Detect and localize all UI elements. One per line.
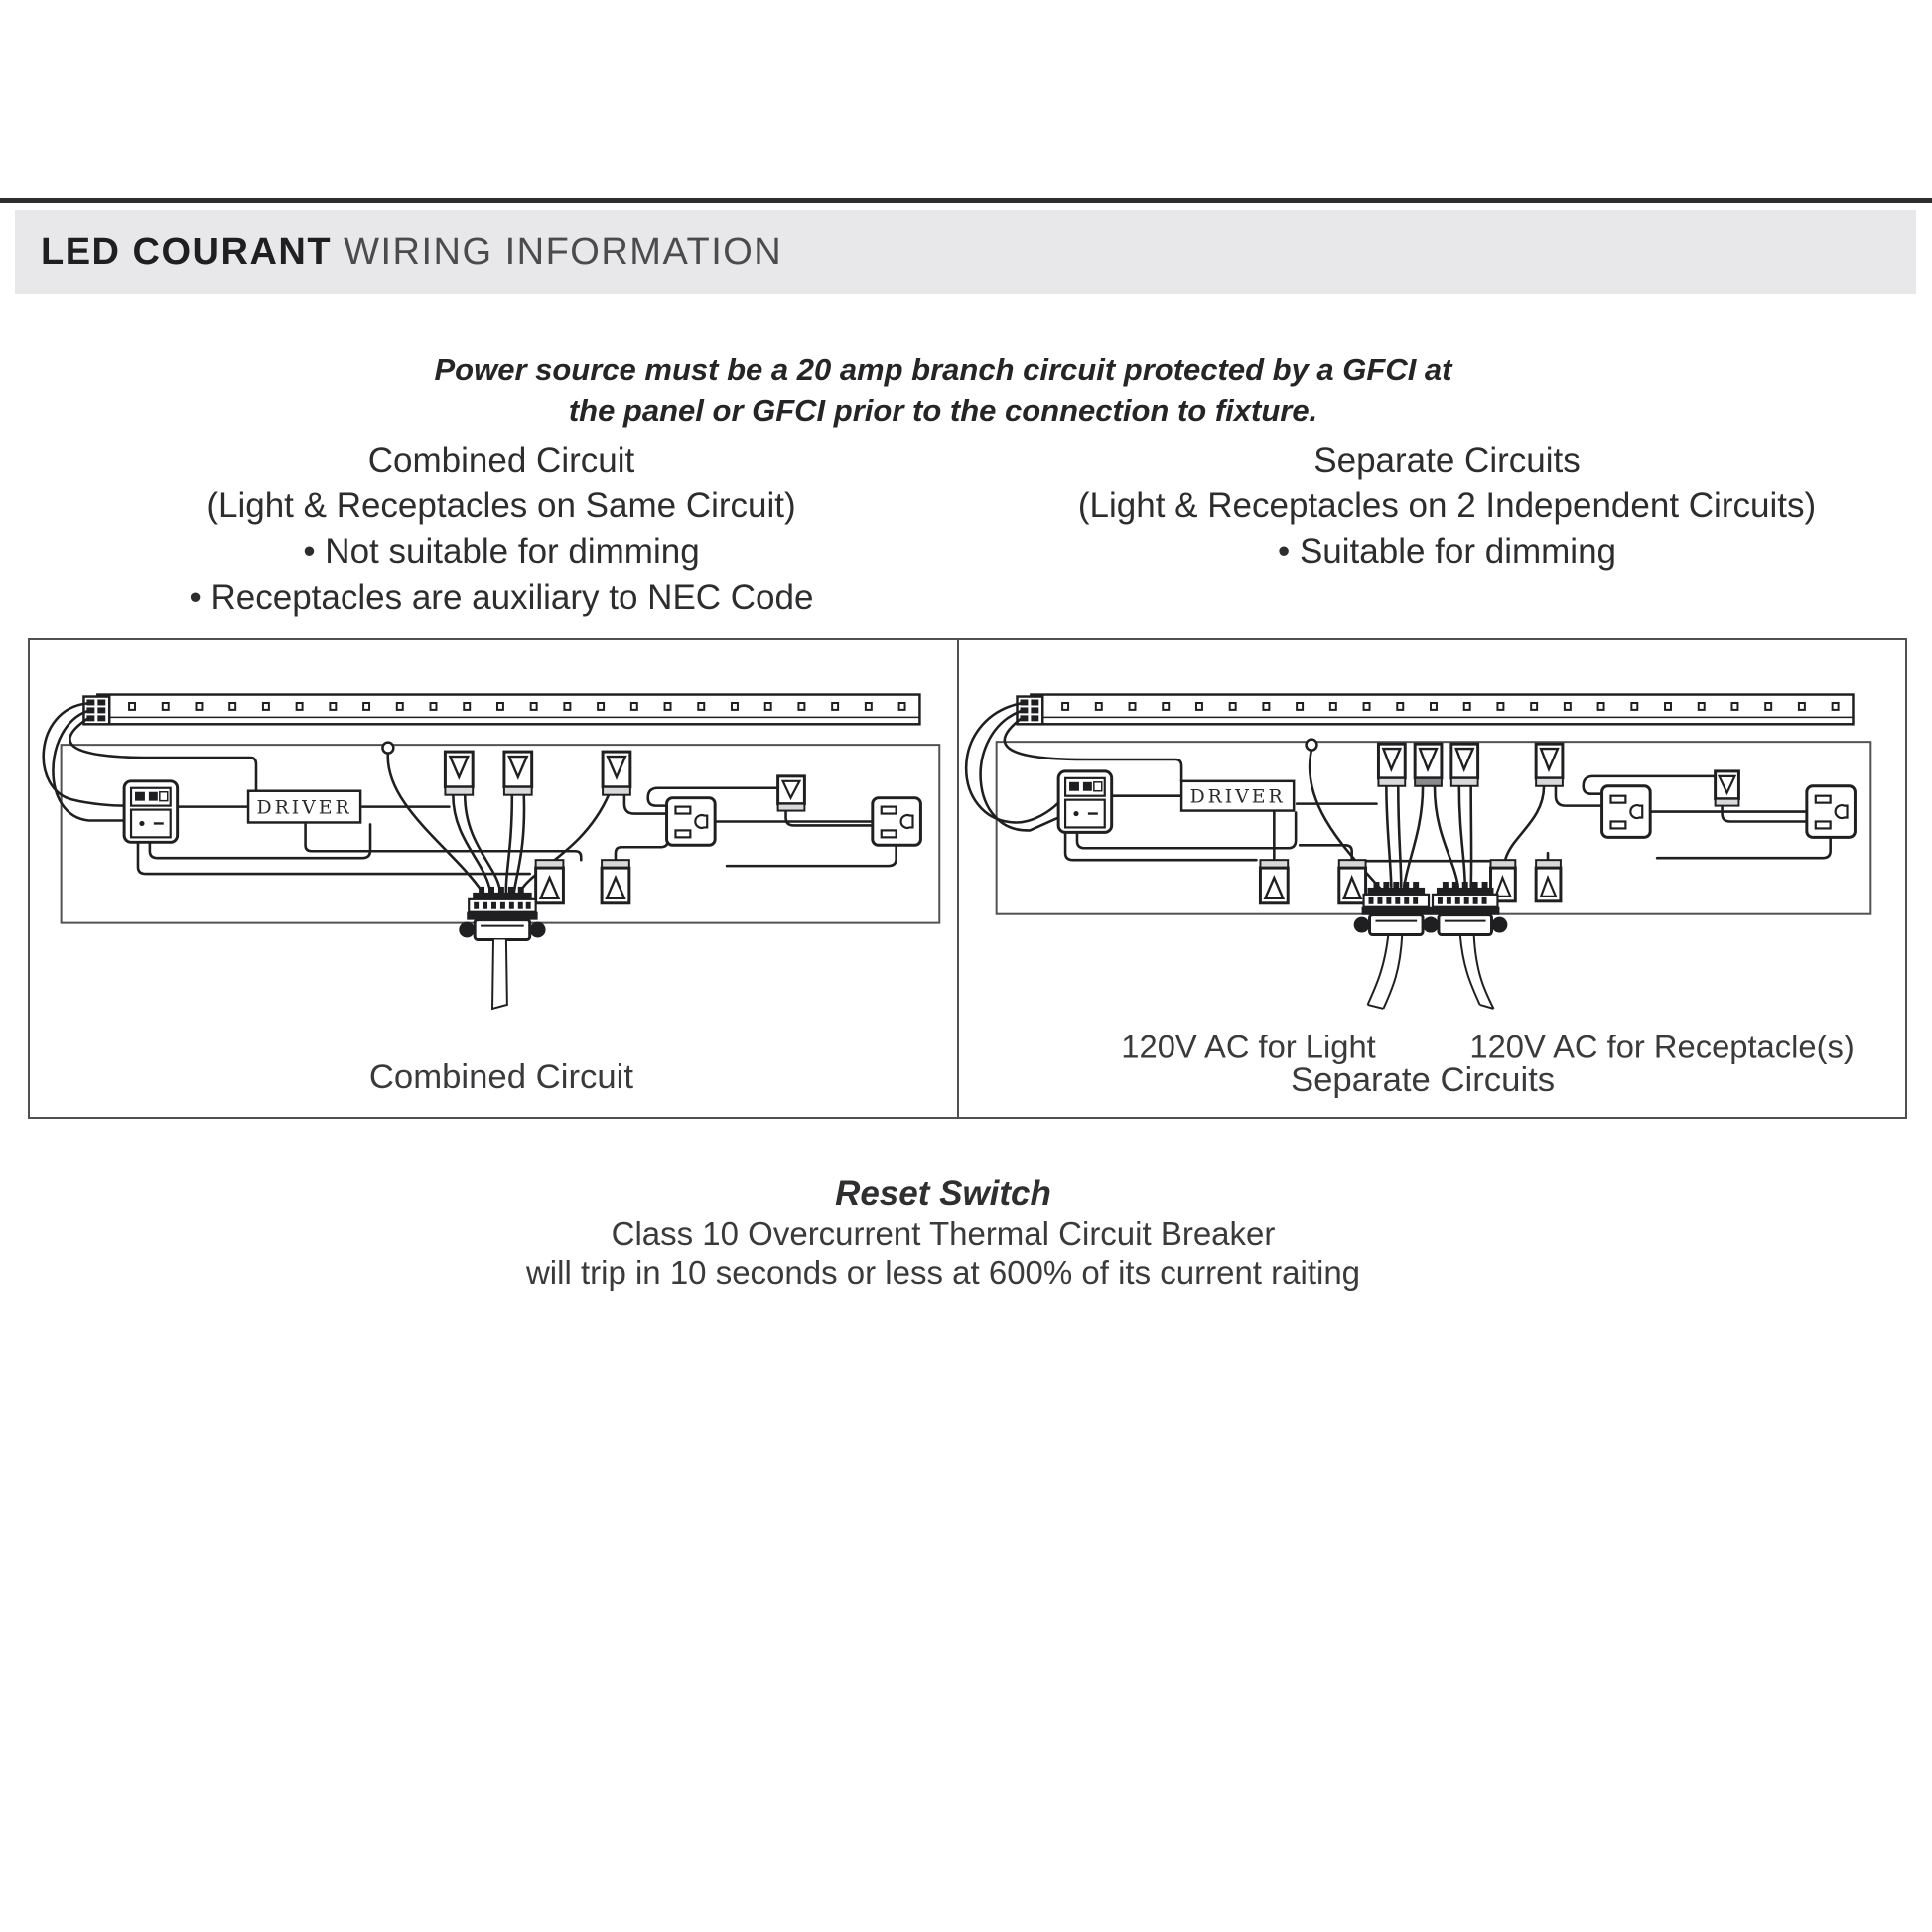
power-cord-receptacles bbox=[1423, 882, 1507, 1009]
strip-connector-up-1 bbox=[1260, 860, 1288, 903]
strip-connector-down-4 bbox=[778, 776, 805, 811]
reset-switch-title: Reset Switch bbox=[835, 1174, 1051, 1213]
power-source-note-line2: the panel or GFCI prior to the connection to fixture. bbox=[568, 393, 1318, 428]
label-120v-light: 120V AC for Light bbox=[1121, 1028, 1376, 1065]
header-subtitle: WIRING INFORMATION bbox=[332, 230, 783, 273]
strip-connector-down-5 bbox=[1716, 771, 1739, 806]
led-strip bbox=[1017, 695, 1853, 725]
strip-connector-down-2 bbox=[504, 752, 532, 795]
strip-connector-down-2 bbox=[1415, 744, 1442, 786]
strip-connector-up-2 bbox=[602, 860, 629, 903]
combined-circuit-panel bbox=[30, 640, 959, 1117]
separate-circuits-subtitle: (Light & Receptacles on 2 Independent Circuits) bbox=[1077, 486, 1817, 525]
label-120v-receptacles: 120V AC for Receptacle(s) bbox=[1469, 1028, 1855, 1065]
strip-connector-down-3 bbox=[603, 752, 630, 795]
power-source-note bbox=[0, 349, 1886, 431]
combined-circuit-bullet-1: • Not suitable for dimming bbox=[303, 532, 700, 571]
combined-diagram-caption: Combined Circuit bbox=[368, 1058, 634, 1097]
combined-circuit-bullet-2: • Receptacles are auxiliary to NEC Code bbox=[189, 578, 814, 617]
separate-diagram-caption: Separate Circuits bbox=[1290, 1061, 1556, 1100]
power-source-note-line1: Power source must be a 20 amp branch circuit protected by a GFCI at bbox=[434, 352, 1452, 387]
reset-switch-unit bbox=[124, 781, 178, 842]
combined-circuit-subtitle: (Light & Receptacles on Same Circuit) bbox=[207, 486, 796, 525]
led-strip bbox=[83, 695, 919, 725]
header-brand: LED COURANT bbox=[41, 230, 333, 273]
separate-circuits-panel bbox=[959, 640, 1905, 1117]
receptacle-1 bbox=[1602, 786, 1651, 838]
separate-circuits-column bbox=[978, 438, 1916, 575]
power-cord-light bbox=[1354, 882, 1439, 1009]
strip-connector-up-2 bbox=[1339, 860, 1366, 903]
wire-grommet bbox=[1307, 740, 1317, 751]
separate-circuits-title: Separate Circuits bbox=[1313, 441, 1581, 480]
top-divider-rule bbox=[0, 198, 1932, 203]
separate-circuits-bullet-1: • Suitable for dimming bbox=[1277, 532, 1616, 571]
strip-connector-up-4 bbox=[1536, 860, 1561, 901]
strip-connector-down-4 bbox=[1536, 744, 1563, 786]
power-cord bbox=[459, 887, 545, 1009]
driver-label: DRIVER bbox=[256, 797, 352, 819]
combined-circuit-diagram bbox=[30, 640, 957, 1117]
page-header bbox=[15, 210, 1916, 294]
wire-grommet bbox=[382, 743, 393, 754]
combined-circuit-column bbox=[30, 438, 973, 621]
reset-switch-line1: Class 10 Overcurrent Thermal Circuit Breaker bbox=[611, 1215, 1276, 1252]
driver-box bbox=[248, 791, 360, 823]
strip-connector-down-1 bbox=[445, 752, 473, 795]
driver-label: DRIVER bbox=[1189, 786, 1286, 808]
reset-switch-unit bbox=[1058, 771, 1112, 832]
receptacle-2 bbox=[1807, 786, 1856, 838]
driver-box bbox=[1181, 781, 1294, 811]
strip-connector-down-3 bbox=[1451, 744, 1478, 786]
strip-connector-up-1 bbox=[536, 860, 564, 903]
reset-switch-note bbox=[0, 1174, 1886, 1292]
combined-circuit-title: Combined Circuit bbox=[367, 441, 635, 480]
wiring-diagram-frame bbox=[28, 638, 1907, 1119]
strip-connector-down-1 bbox=[1378, 744, 1405, 786]
receptacle-1 bbox=[667, 798, 716, 846]
receptacle-2 bbox=[873, 798, 921, 846]
separate-circuits-diagram bbox=[959, 640, 1905, 1117]
reset-switch-line2: will trip in 10 seconds or less at 600% of its current raiting bbox=[525, 1254, 1361, 1291]
